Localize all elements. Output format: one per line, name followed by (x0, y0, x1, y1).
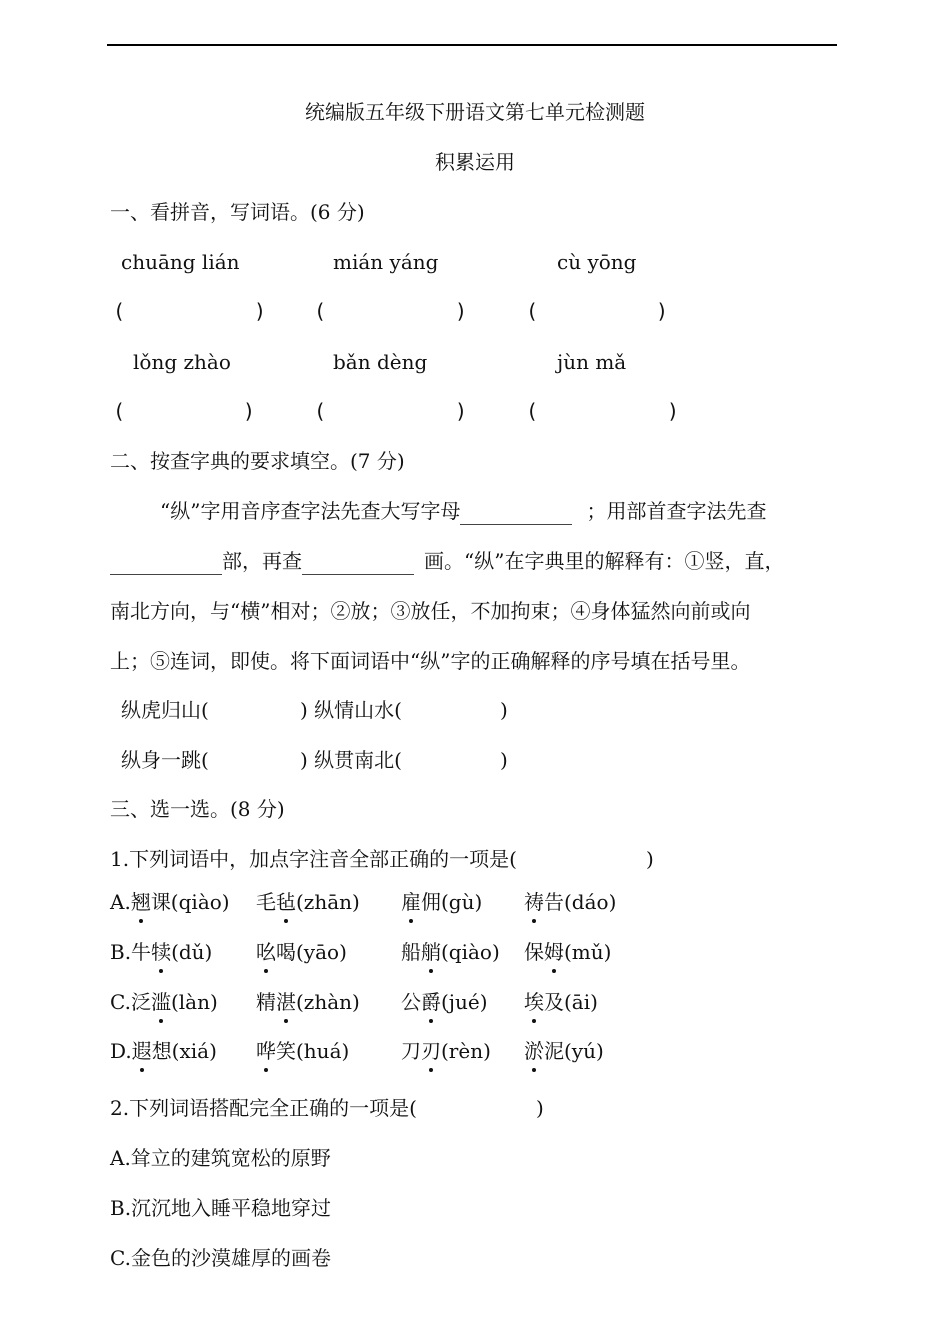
emphasis-dot-char: 吆 (256, 940, 276, 964)
answer-blank-2-open: ( (314, 299, 327, 323)
answer-blank-6-open: ( (526, 399, 539, 423)
q2-option-c: C.金色的沙漠雄厚的画卷 (110, 1246, 331, 1270)
q1-option-b-1: B.牛犊(dǔ) (110, 940, 213, 964)
q1-option-a-2: 毛毡(zhān) (256, 890, 360, 914)
section-2-heading: 二、按查字典的要求填空。(7 分) (110, 449, 405, 473)
fill-blank-letter[interactable] (460, 502, 572, 525)
paragraph-line-2-text-b: 画。“纵”在字典里的解释有：①竖，直， (424, 549, 785, 573)
word-item-2: ) 纵情山水( (300, 698, 402, 722)
paragraph-line-1-text-b: ；用部首查字法先查 (586, 499, 767, 523)
paragraph-line-2-text: 部，再查 (222, 549, 302, 573)
section-subtitle: 积累运用 (435, 150, 515, 174)
emphasis-dot-char: 湛 (276, 990, 296, 1014)
paragraph-line-2 (110, 547, 784, 575)
q1-option-a-4: 祷告(dáo) (524, 890, 617, 914)
answer-blank-3-close: ) (656, 299, 669, 323)
pinyin-6: jùn mǎ (557, 350, 627, 374)
emphasis-dot-char: 滥 (150, 990, 171, 1014)
q1-option-c-3: 公爵(jué) (401, 990, 488, 1014)
pinyin-2: mián yáng (333, 250, 439, 274)
q1-option-b-4: 保姆(mǔ) (524, 940, 612, 964)
answer-blank-5-open: ( (314, 399, 327, 423)
emphasis-dot-char: 埃 (524, 990, 544, 1014)
q2-option-a: A.耸立的建筑宽松的原野 (110, 1146, 331, 1170)
pinyin-3: cù yōng (557, 250, 637, 274)
paragraph-line-1-text: “纵”字用音序查字法先查大写字母 (160, 499, 461, 523)
q1-option-a-3: 雇佣(gù) (401, 890, 483, 914)
pinyin-1: chuāng lián (121, 250, 240, 274)
header-rule (107, 44, 837, 46)
page-title: 统编版五年级下册语文第七单元检测题 (305, 100, 645, 124)
question-2-close: ) (536, 1096, 544, 1120)
fill-blank-strokes[interactable] (302, 552, 414, 575)
q1-option-b-3: 船艄(qiào) (401, 940, 500, 964)
q1-option-d-4: 淤泥(yú) (524, 1039, 604, 1063)
section-1-heading: 一、看拼音，写词语。(6 分) (110, 200, 365, 224)
answer-blank-1-close: ) (254, 299, 267, 323)
answer-blank-4-close: ) (243, 399, 256, 423)
question-1: 1.下列词语中，加点字注音全部正确的一项是( (110, 847, 517, 871)
pinyin-4: lǒng zhào (133, 350, 231, 374)
emphasis-dot-char: 雇 (401, 890, 421, 914)
q1-option-c-1: C.泛滥(làn) (110, 990, 218, 1014)
answer-blank-4-open: ( (113, 399, 126, 423)
q1-option-b-2: 吆喝(yāo) (256, 940, 347, 964)
emphasis-dot-char: 刃 (421, 1039, 441, 1063)
emphasis-dot-char: 遐 (131, 1039, 152, 1063)
q1-option-d-2: 哗笑(huá) (256, 1039, 350, 1063)
word-item-1: 纵虎归山( (121, 698, 209, 722)
q1-option-d-3: 刀刃(rèn) (401, 1039, 491, 1063)
q1-option-c-2: 精湛(zhàn) (256, 990, 360, 1014)
emphasis-dot-char: 哗 (256, 1039, 276, 1063)
word-item-4: ) 纵贯南北( (300, 748, 402, 772)
answer-blank-5-close: ) (455, 399, 468, 423)
emphasis-dot-char: 淤 (524, 1039, 544, 1063)
emphasis-dot-char: 爵 (421, 990, 441, 1014)
emphasis-dot-char: 翘 (130, 890, 151, 914)
answer-blank-6-close: ) (667, 399, 680, 423)
answer-blank-2-close: ) (455, 299, 468, 323)
answer-blank-3-open: ( (526, 299, 539, 323)
word-item-3: 纵身一跳( (121, 748, 209, 772)
q1-option-d-1: D.遐想(xiá) (110, 1039, 217, 1063)
section-3-heading: 三、选一选。(8 分) (110, 797, 285, 821)
emphasis-dot-char: 艄 (421, 940, 441, 964)
paragraph-line-3: 南北方向，与“横”相对；②放；③放任，不加拘束；④身体猛然向前或向 (110, 599, 751, 623)
question-2: 2.下列词语搭配完全正确的一项是( (110, 1096, 417, 1120)
emphasis-dot-char: 姆 (544, 940, 564, 964)
question-1-close: ) (646, 847, 654, 871)
fill-blank-radical[interactable] (110, 552, 222, 575)
emphasis-dot-char: 祷 (524, 890, 544, 914)
emphasis-dot-char: 毡 (276, 890, 296, 914)
answer-blank-1-open: ( (113, 299, 126, 323)
q1-option-a-1: A.翘课(qiào) (110, 890, 230, 914)
q1-option-c-4: 埃及(āi) (524, 990, 598, 1014)
paragraph-line-1 (160, 497, 766, 525)
word-item-2-close: ) (500, 698, 508, 722)
paragraph-line-4: 上；⑤连词，即使。将下面词语中“纵”字的正确解释的序号填在括号里。 (110, 649, 751, 673)
q2-option-b: B.沉沉地入睡平稳地穿过 (110, 1196, 332, 1220)
word-item-4-close: ) (500, 748, 508, 772)
pinyin-5: bǎn dèng (333, 350, 428, 374)
emphasis-dot-char: 犊 (151, 940, 172, 964)
